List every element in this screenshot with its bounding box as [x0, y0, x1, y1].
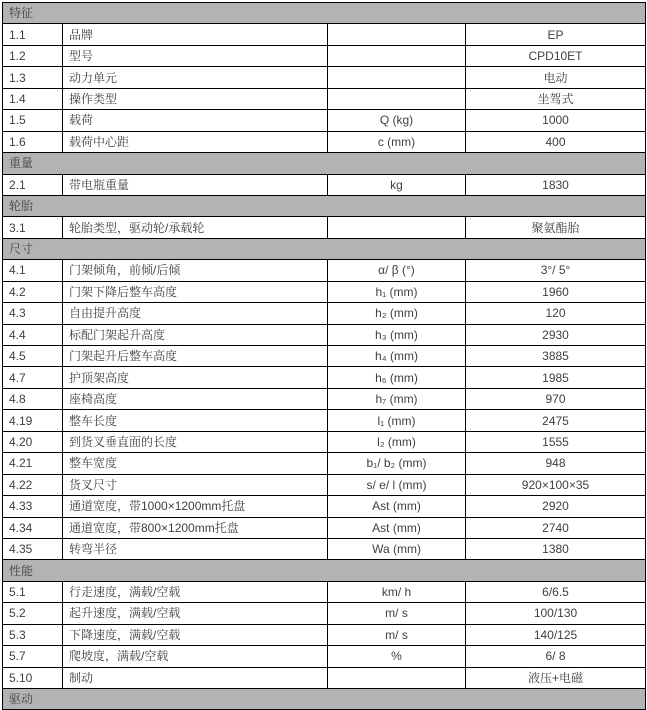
spec-table-body — [3, 3, 646, 710]
spec-cell-symbol: m/ s — [328, 624, 466, 645]
spec-row — [3, 346, 646, 367]
spec-cell-value: 1830 — [466, 174, 646, 195]
spec-cell-symbol — [328, 24, 466, 45]
spec-cell-label: 护顶架高度 — [63, 367, 328, 388]
spec-cell-value: 2930 — [466, 324, 646, 345]
spec-cell-symbol — [328, 667, 466, 688]
spec-cell-index: 4.8 — [3, 388, 63, 409]
spec-cell-label: 品牌 — [63, 24, 328, 45]
section-header-row — [3, 689, 646, 710]
spec-table — [2, 2, 646, 710]
spec-row — [3, 303, 646, 324]
spec-cell-symbol: c (mm) — [328, 131, 466, 152]
spec-cell-value: 1555 — [466, 431, 646, 452]
spec-cell-label: 爬坡度，满载/空载 — [63, 646, 328, 667]
section-header-row — [3, 238, 646, 259]
spec-cell-value: 100/130 — [466, 603, 646, 624]
spec-row — [3, 110, 646, 131]
spec-row — [3, 131, 646, 152]
spec-cell-label: 到货叉垂直面的长度 — [63, 431, 328, 452]
spec-cell-label: 门架倾角，前倾/后倾 — [63, 260, 328, 281]
spec-cell-label: 整车长度 — [63, 410, 328, 431]
spec-row — [3, 646, 646, 667]
spec-cell-index: 5.2 — [3, 603, 63, 624]
spec-row — [3, 388, 646, 409]
spec-cell-symbol: kg — [328, 174, 466, 195]
spec-cell-index: 5.7 — [3, 646, 63, 667]
spec-row — [3, 453, 646, 474]
spec-cell-symbol — [328, 67, 466, 88]
spec-cell-symbol: h₇ (mm) — [328, 388, 466, 409]
spec-row — [3, 174, 646, 195]
spec-row — [3, 67, 646, 88]
spec-row — [3, 88, 646, 109]
spec-row — [3, 324, 646, 345]
spec-cell-label: 带电瓶重量 — [63, 174, 328, 195]
spec-cell-label: 门架起升后整车高度 — [63, 346, 328, 367]
spec-cell-index: 4.20 — [3, 431, 63, 452]
spec-cell-label: 座椅高度 — [63, 388, 328, 409]
spec-row — [3, 474, 646, 495]
spec-cell-value: 1380 — [466, 538, 646, 559]
spec-row — [3, 367, 646, 388]
section-header-row — [3, 560, 646, 581]
spec-cell-index: 4.5 — [3, 346, 63, 367]
section-header-row — [3, 153, 646, 174]
section-title: 重量 — [3, 153, 646, 174]
spec-cell-label: 整车宽度 — [63, 453, 328, 474]
spec-cell-index: 4.1 — [3, 260, 63, 281]
spec-cell-value: 电动 — [466, 67, 646, 88]
spec-row — [3, 410, 646, 431]
spec-cell-index: 4.21 — [3, 453, 63, 474]
spec-cell-label: 通道宽度，带1000×1200mm托盘 — [63, 496, 328, 517]
spec-cell-label: 标配门架起升高度 — [63, 324, 328, 345]
spec-row — [3, 624, 646, 645]
spec-cell-index: 4.19 — [3, 410, 63, 431]
spec-row — [3, 24, 646, 45]
spec-cell-value: 聚氨酯胎 — [466, 217, 646, 238]
section-header-row — [3, 3, 646, 24]
spec-cell-symbol: h₄ (mm) — [328, 346, 466, 367]
spec-cell-value: 920×100×35 — [466, 474, 646, 495]
spec-cell-symbol: l₂ (mm) — [328, 431, 466, 452]
spec-cell-value: EP — [466, 24, 646, 45]
spec-cell-index: 4.34 — [3, 517, 63, 538]
spec-cell-index: 1.4 — [3, 88, 63, 109]
spec-cell-label: 自由提升高度 — [63, 303, 328, 324]
spec-cell-symbol: Ast (mm) — [328, 496, 466, 517]
spec-cell-index: 1.5 — [3, 110, 63, 131]
spec-cell-index: 4.2 — [3, 281, 63, 302]
spec-row — [3, 45, 646, 66]
spec-cell-value: 1960 — [466, 281, 646, 302]
spec-row — [3, 603, 646, 624]
spec-cell-label: 载荷 — [63, 110, 328, 131]
spec-cell-index: 5.1 — [3, 581, 63, 602]
spec-cell-label: 门架下降后整车高度 — [63, 281, 328, 302]
spec-cell-symbol: s/ e/ l (mm) — [328, 474, 466, 495]
spec-row — [3, 517, 646, 538]
spec-cell-label: 起升速度，满载/空载 — [63, 603, 328, 624]
spec-cell-value: 2475 — [466, 410, 646, 431]
spec-cell-value: 2920 — [466, 496, 646, 517]
spec-cell-index: 4.7 — [3, 367, 63, 388]
spec-row — [3, 217, 646, 238]
spec-cell-value: 6/ 8 — [466, 646, 646, 667]
spec-cell-index: 3.1 — [3, 217, 63, 238]
spec-cell-index: 4.35 — [3, 538, 63, 559]
spec-cell-label: 转弯半径 — [63, 538, 328, 559]
spec-cell-value: 坐驾式 — [466, 88, 646, 109]
spec-cell-label: 下降速度，满载/空载 — [63, 624, 328, 645]
spec-cell-label: 轮胎类型，驱动轮/承载轮 — [63, 217, 328, 238]
spec-cell-value: 140/125 — [466, 624, 646, 645]
spec-cell-symbol: m/ s — [328, 603, 466, 624]
spec-cell-value: 1985 — [466, 367, 646, 388]
spec-cell-symbol: km/ h — [328, 581, 466, 602]
spec-cell-value: 3°/ 5° — [466, 260, 646, 281]
spec-cell-value: 6/6.5 — [466, 581, 646, 602]
section-title: 驱动 — [3, 689, 646, 710]
spec-cell-symbol — [328, 217, 466, 238]
spec-cell-symbol: h₃ (mm) — [328, 324, 466, 345]
spec-cell-label: 型号 — [63, 45, 328, 66]
section-title: 尺寸 — [3, 238, 646, 259]
spec-cell-label: 动力单元 — [63, 67, 328, 88]
spec-cell-symbol: α/ β (°) — [328, 260, 466, 281]
spec-cell-index: 1.1 — [3, 24, 63, 45]
spec-cell-symbol — [328, 88, 466, 109]
spec-cell-index: 4.4 — [3, 324, 63, 345]
spec-cell-label: 通道宽度，带800×1200mm托盘 — [63, 517, 328, 538]
spec-row — [3, 667, 646, 688]
spec-cell-symbol: Q (kg) — [328, 110, 466, 131]
spec-cell-index: 1.3 — [3, 67, 63, 88]
spec-cell-symbol: % — [328, 646, 466, 667]
spec-cell-symbol: h₆ (mm) — [328, 367, 466, 388]
spec-cell-index: 5.10 — [3, 667, 63, 688]
spec-row — [3, 281, 646, 302]
spec-cell-index: 4.3 — [3, 303, 63, 324]
section-title: 轮胎 — [3, 195, 646, 216]
spec-cell-index: 2.1 — [3, 174, 63, 195]
spec-row — [3, 260, 646, 281]
spec-cell-symbol: Wa (mm) — [328, 538, 466, 559]
spec-cell-label: 操作类型 — [63, 88, 328, 109]
spec-cell-symbol — [328, 45, 466, 66]
spec-cell-symbol: h₂ (mm) — [328, 303, 466, 324]
spec-cell-index: 1.2 — [3, 45, 63, 66]
spec-cell-value: 970 — [466, 388, 646, 409]
spec-cell-symbol: h₁ (mm) — [328, 281, 466, 302]
spec-row — [3, 496, 646, 517]
section-header-row — [3, 195, 646, 216]
spec-cell-index: 5.3 — [3, 624, 63, 645]
spec-cell-value: 3885 — [466, 346, 646, 367]
spec-row — [3, 538, 646, 559]
spec-cell-value: 120 — [466, 303, 646, 324]
spec-cell-value: 2740 — [466, 517, 646, 538]
section-title: 特征 — [3, 3, 646, 24]
spec-cell-index: 4.22 — [3, 474, 63, 495]
spec-cell-index: 1.6 — [3, 131, 63, 152]
spec-cell-label: 货叉尺寸 — [63, 474, 328, 495]
spec-row — [3, 581, 646, 602]
spec-row — [3, 431, 646, 452]
spec-cell-label: 制动 — [63, 667, 328, 688]
spec-cell-symbol: b₁/ b₂ (mm) — [328, 453, 466, 474]
spec-cell-symbol: Ast (mm) — [328, 517, 466, 538]
spec-cell-value: CPD10ET — [466, 45, 646, 66]
spec-cell-value: 948 — [466, 453, 646, 474]
spec-cell-label: 行走速度，满载/空载 — [63, 581, 328, 602]
spec-cell-value: 400 — [466, 131, 646, 152]
spec-cell-value: 液压+电磁 — [466, 667, 646, 688]
spec-cell-value: 1000 — [466, 110, 646, 131]
section-title: 性能 — [3, 560, 646, 581]
spec-cell-symbol: l₁ (mm) — [328, 410, 466, 431]
spec-cell-index: 4.33 — [3, 496, 63, 517]
spec-cell-label: 载荷中心距 — [63, 131, 328, 152]
